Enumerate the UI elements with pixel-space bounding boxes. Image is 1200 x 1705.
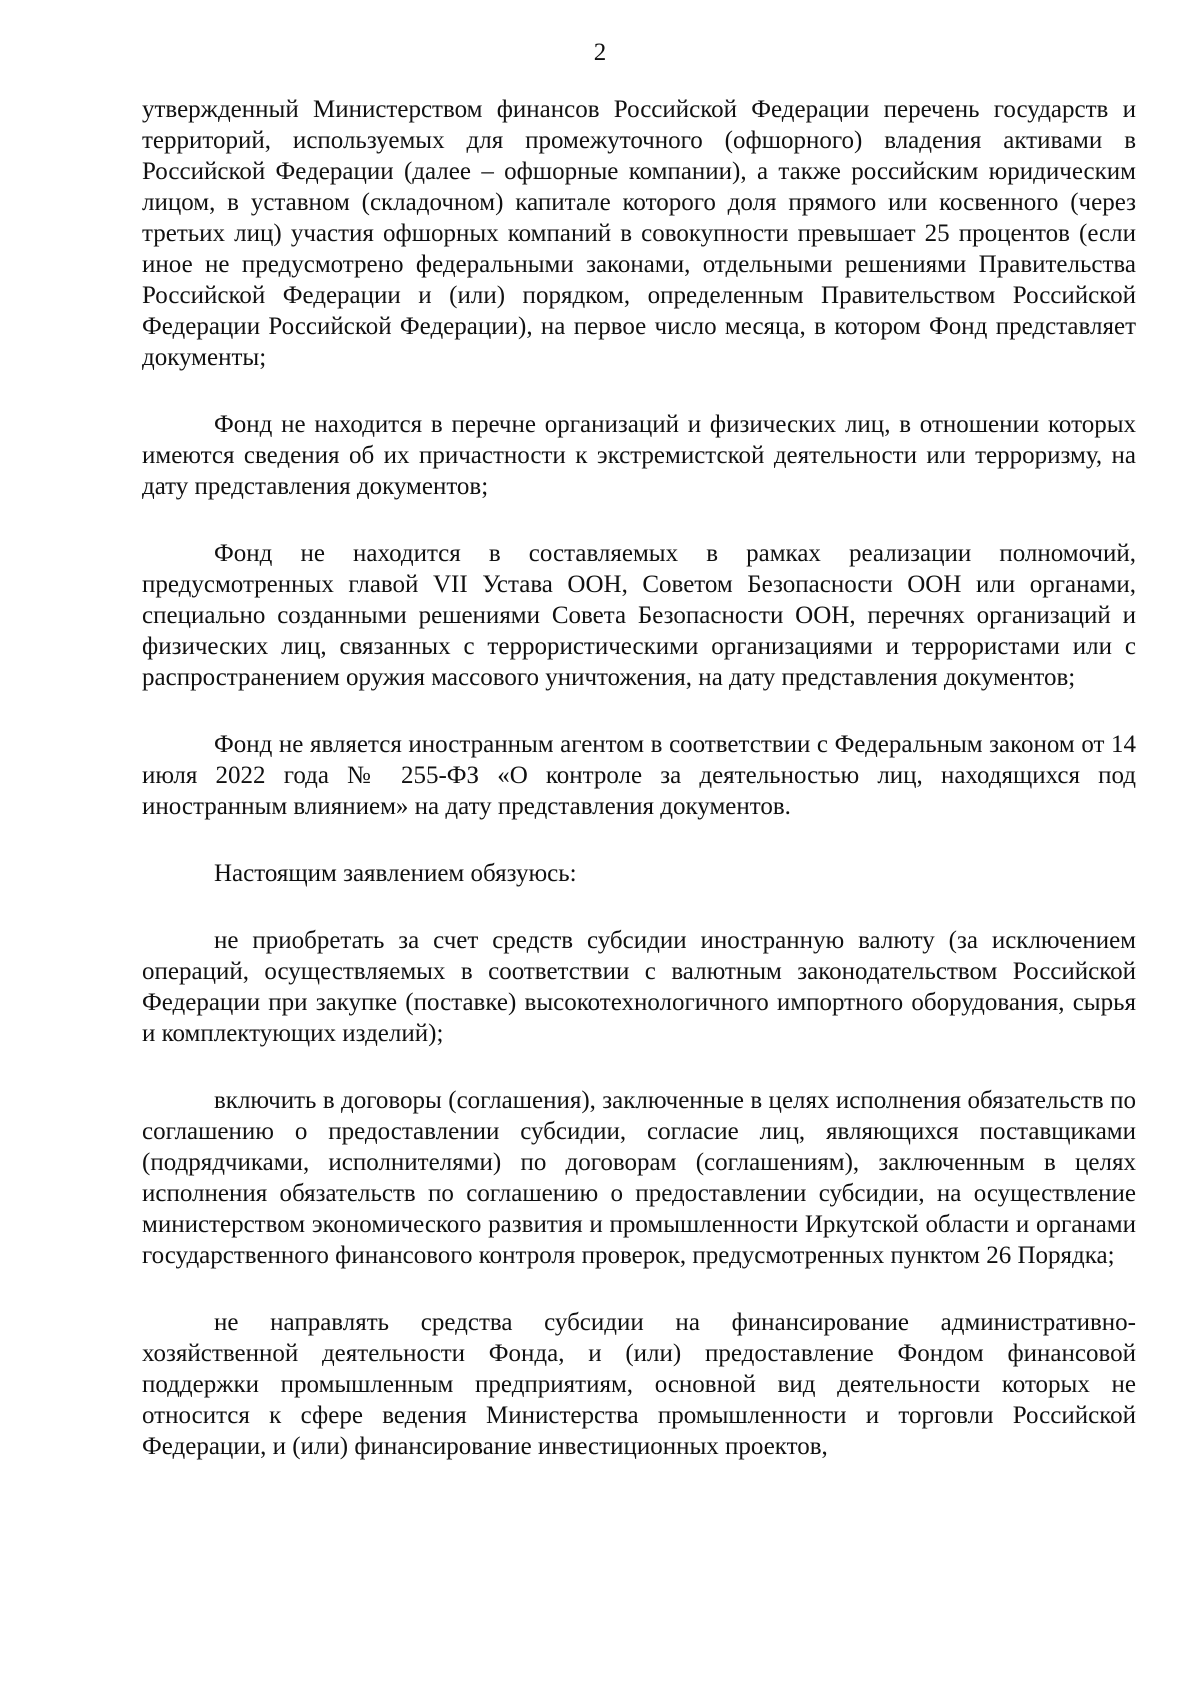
- paragraph-un-security-council-list: Фонд не находится в составляемых в рамках реализации полномочий, предусмотренных главой VII Устава ООН, Советом Безопасности ООН или органами, специально созданными решениями Совета Безопасности ООН, перечнях организаций и физических лиц, связанных с террористическими организациями и террористами или с распространением оружия массового уничтожения, на дату представления документов;: [142, 540, 1136, 691]
- paragraph-funds-restriction: не направлять средства субсидии на финансирование административно-хозяйственной деятельности Фонда, и (или) предоставление Фондом финансовой поддержки промышленным предприятиям, основной вид деятельности которых не относится к сфере ведения Министерства промышленности и торговли Российской Федерации, и (или) финансирование инвестиционных проектов,: [142, 1309, 1136, 1460]
- page-number: 2: [593, 39, 607, 66]
- paragraph-contract-consent: включить в договоры (соглашения), заключенные в целях исполнения обязательств по соглашению о предоставлении субсидии, согласие лиц, являющихся поставщиками (подрядчиками, исполнителями) по договорам (соглашениям), заключенным в целях исполнения обязательств по соглашению о предоставлении субсидии, на осуществление министерством экономического развития и промышленности Иркутской области и органами государственного финансового контроля проверок, предусмотренных пунктом 26 Порядка;: [142, 1087, 1136, 1269]
- paragraph-foreign-agent: Фонд не является иностранным агентом в соответствии с Федеральным законом от 14 июля 2022 года № 255-ФЗ «О контроле за деятельностью лиц, находящихся под иностранным влиянием» на дату представления документов.: [142, 731, 1136, 820]
- paragraph-offshore-list: утвержденный Министерством финансов Российской Федерации перечень государств и территорий, используемых для промежуточного (офшорного) владения активами в Российской Федерации (далее – офшорные компании), а также российским юридическим лицом, в уставном (складочном) капитале которого доля прямого или косвенного (через третьих лиц) участия офшорных компаний в совокупности превышает 25 процентов (если иное не предусмотрено федеральными законами, отдельными решениями Правительства Российской Федерации и (или) порядком, определенным Правительством Российской Федерации Российской Федерации), на первое число месяца, в котором Фонд представляет документы;: [142, 96, 1136, 371]
- paragraph-no-foreign-currency: не приобретать за счет средств субсидии иностранную валюту (за исключением операций, осуществляемых в соответствии с валютным законодательством Российской Федерации при закупке (поставке) высокотехнологичного импортного оборудования, сырья и комплектующих изделий);: [142, 927, 1136, 1047]
- paragraph-undertaking-intro: Настоящим заявлением обязуюсь:: [214, 860, 577, 887]
- paragraph-extremism-list: Фонд не находится в перечне организаций и физических лиц, в отношении которых имеются сведения об их причастности к экстремистской деятельности или терроризму, на дату представления документов;: [142, 411, 1136, 500]
- document-body: [142, 94, 1136, 1462]
